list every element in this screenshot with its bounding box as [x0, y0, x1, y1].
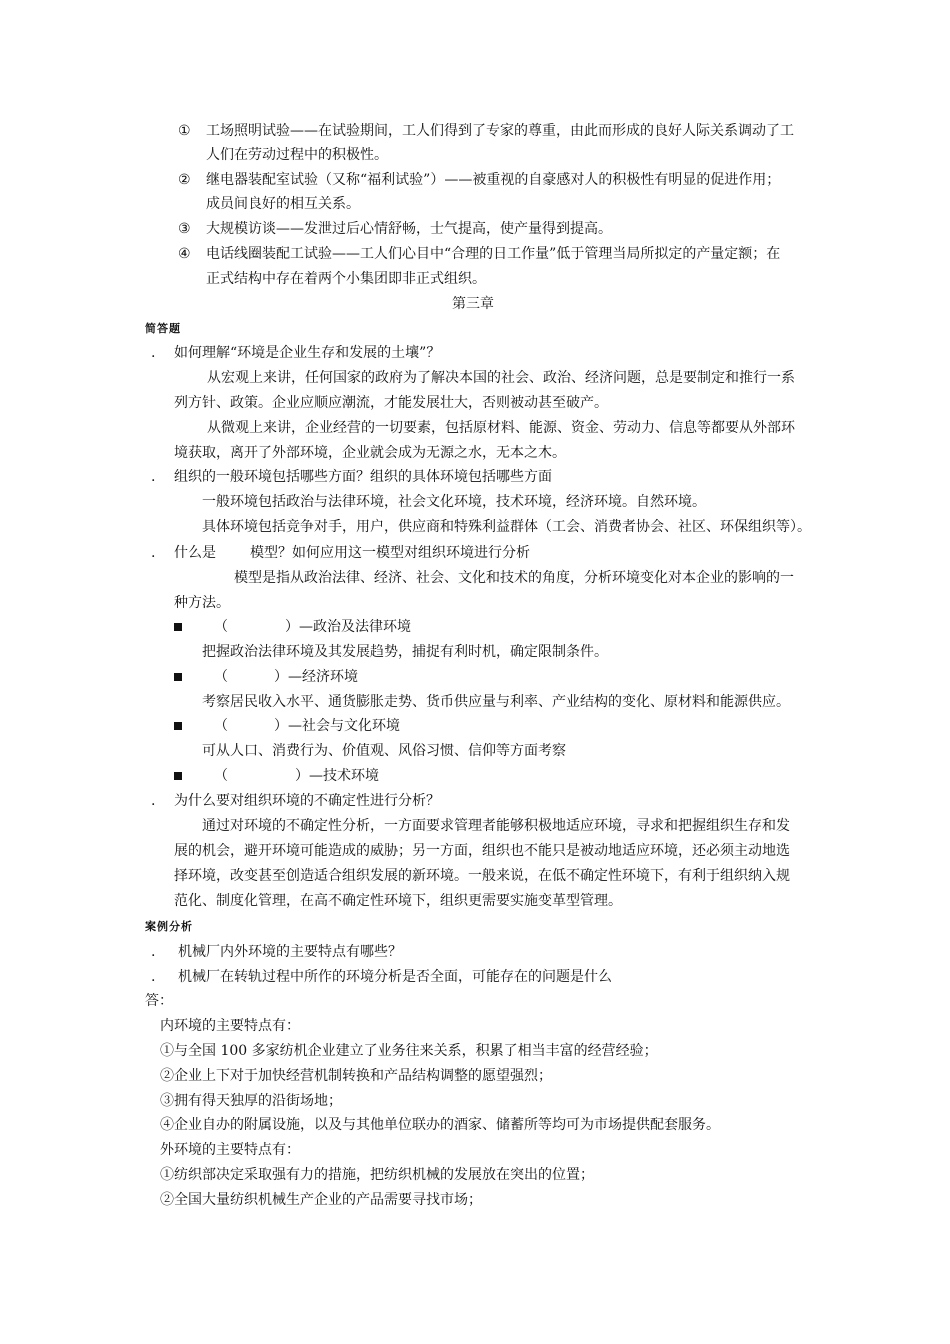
- answer-text: 从宏观上来讲，任何国家的政府为了解决本国的社会、政治、经济问题，总是要制定和推行一系: [207, 370, 795, 386]
- answer-text: 范化、制度化管理，在高不确定性环境下，组织更需要实施变革型管理。: [174, 893, 622, 909]
- list-item: ②全国大量纺织机械生产企业的产品需要寻找市场；: [160, 1192, 482, 1208]
- list-marker: ③: [178, 221, 191, 237]
- paren-open: （: [214, 718, 228, 734]
- list-item: ②企业上下对于加快经营机制转换和产品结构调整的愿望强烈；: [160, 1068, 552, 1084]
- answer-text: 模型是指从政治法律、经济、社会、文化和技术的角度，分析环境变化对本企业的影响的一: [234, 570, 794, 586]
- question-text: 组织的一般环境包括哪些方面？组织的具体环境包括哪些方面: [174, 469, 552, 485]
- answer-text: 具体环境包括竞争对手，用户，供应商和特殊利益群体（工会、消费者协会、社区、环保组织等）。: [202, 519, 811, 535]
- list-item-text: 继电器装配室试验（又称“福利试验”）——被重视的自豪感对人的积极性有明显的促进作用；: [206, 172, 781, 188]
- list-marker: ②: [178, 172, 191, 188]
- question-text: 为什么要对组织环境的不确定性进行分析？: [174, 793, 440, 809]
- answer-label: 答：: [145, 993, 173, 1009]
- subsection-title: 内环境的主要特点有：: [160, 1018, 300, 1034]
- bullet-label: ）—技术环境: [295, 768, 379, 784]
- section-heading: 案例分析: [145, 920, 193, 933]
- question-text: 模型？如何应用这一模型对组织环境进行分析: [250, 545, 530, 561]
- paren-open: （: [214, 768, 228, 784]
- answer-text: 通过对环境的不确定性分析，一方面要求管理者能够积极地适应环境，寻求和把握组织生存和发: [202, 818, 790, 834]
- bullet-label: ）—政治及法律环境: [285, 619, 411, 635]
- list-item: ③拥有得天独厚的沿街场地；: [160, 1093, 342, 1109]
- list-item-text: 人们在劳动过程中的积极性。: [206, 147, 388, 163]
- answer-text: 展的机会，避开环境可能造成的威胁；另一方面，组织也不能只是被动地适应环境，还必须主动地选: [174, 843, 790, 859]
- paren-open: （: [214, 619, 228, 635]
- square-bullet-icon: [174, 772, 182, 780]
- list-item: ①与全国 100 多家纺机企业建立了业务往来关系，积累了相当丰富的经营经验；: [160, 1043, 658, 1059]
- question-text: 机械厂内外环境的主要特点有哪些？: [178, 944, 402, 960]
- list-item-text: 大规模访谈——发泄过后心情舒畅，士气提高，使产量得到提高。: [206, 221, 612, 237]
- list-item: ①纺织部决定采取强有力的措施，把纺织机械的发展放在突出的位置；: [160, 1167, 594, 1183]
- list-item-text: 电话线圈装配工试验——工人们心目中“合理的日工作量”低于管理当局所拟定的产量定额；在: [206, 246, 781, 262]
- answer-text: 列方针、政策。企业应顺应潮流，才能发展壮大，否则被动甚至破产。: [174, 395, 608, 411]
- question-text: 机械厂在转轨过程中所作的环境分析是否全面，可能存在的问题是什么: [178, 969, 612, 985]
- question-text: 什么是: [174, 545, 216, 561]
- list-item-text: 正式结构中存在着两个小集团即非正式组织。: [206, 271, 486, 287]
- list-marker: ④: [178, 246, 191, 262]
- list-item: ④企业自办的附属设施，以及与其他单位联办的酒家、储蓄所等均可为市场提供配套服务。: [160, 1117, 720, 1133]
- chapter-title: 第三章: [452, 296, 494, 312]
- paren-open: （: [214, 669, 228, 685]
- answer-text: 种方法。: [174, 595, 230, 611]
- list-item-text: 工场照明试验——在试验期间，工人们得到了专家的尊重，由此而形成的良好人际关系调动了工: [206, 123, 794, 139]
- square-bullet-icon: [174, 623, 182, 631]
- bullet-desc: 可从人口、消费行为、价值观、风俗习惯、信仰等方面考察: [202, 743, 566, 759]
- question-number: .: [151, 345, 156, 361]
- list-marker: ①: [178, 123, 191, 139]
- bullet-label: ）—社会与文化环境: [274, 718, 400, 734]
- answer-text: 择环境，改变甚至创造适合组织发展的新环境。一般来说，在低不确定性环境下，有利于组织纳入规: [174, 868, 790, 884]
- question-number: .: [151, 469, 156, 485]
- question-text: 如何理解“环境是企业生存和发展的土壤”？: [174, 345, 441, 361]
- square-bullet-icon: [174, 722, 182, 730]
- question-number: .: [151, 545, 156, 561]
- answer-text: 从微观上来讲，企业经营的一切要素，包括原材料、能源、资金、劳动力、信息等都要从外部环: [207, 420, 795, 436]
- answer-text: 一般环境包括政治与法律环境，社会文化环境，技术环境，经济环境。自然环境。: [202, 494, 706, 510]
- question-number: .: [151, 944, 156, 960]
- question-number: .: [151, 793, 156, 809]
- bullet-label: ）—经济环境: [274, 669, 358, 685]
- answer-text: 境获取，离开了外部环境，企业就会成为无源之水，无本之木。: [174, 445, 566, 461]
- square-bullet-icon: [174, 673, 182, 681]
- list-item-text: 成员间良好的相互关系。: [206, 196, 360, 212]
- section-heading: 简答题: [145, 322, 181, 335]
- bullet-desc: 考察居民收入水平、通货膨胀走势、货币供应量与利率、产业结构的变化、原材料和能源供应。: [202, 694, 790, 710]
- bullet-desc: 把握政治法律环境及其发展趋势，捕捉有利时机，确定限制条件。: [202, 644, 608, 660]
- subsection-title: 外环境的主要特点有：: [160, 1142, 300, 1158]
- question-number: .: [151, 969, 156, 985]
